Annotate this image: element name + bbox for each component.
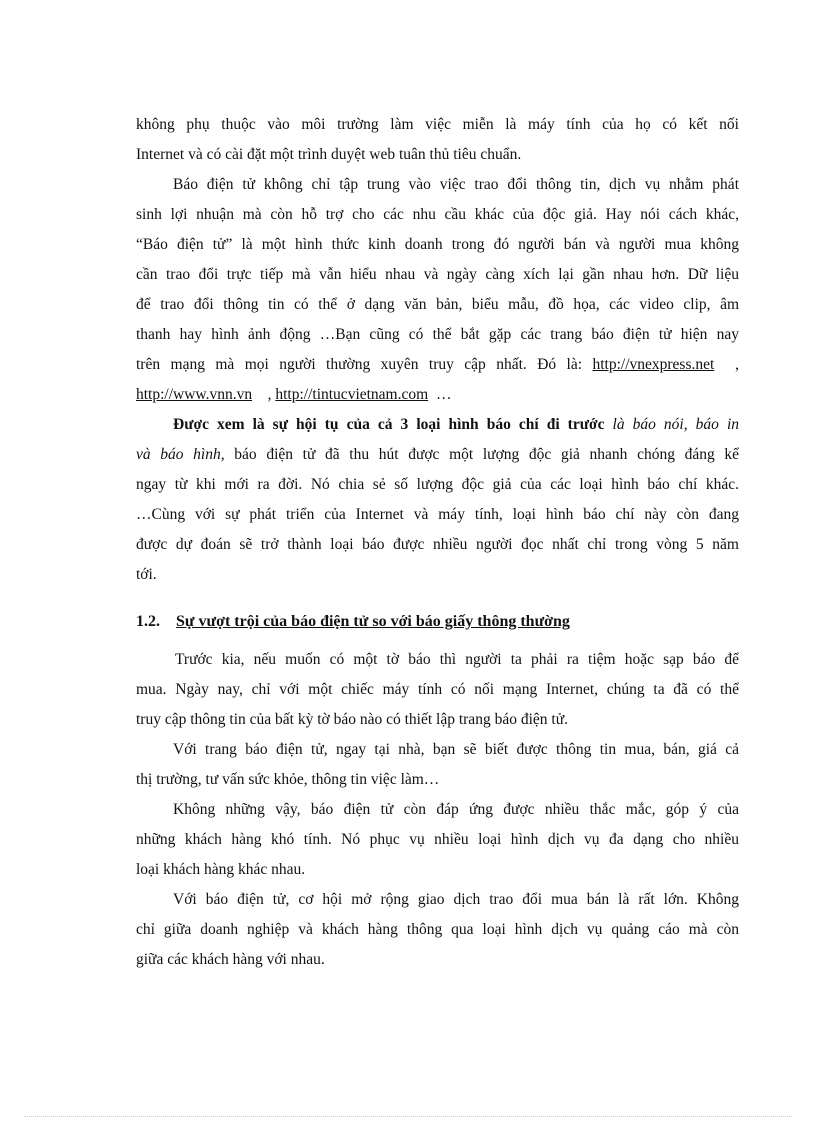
text-line: Không những vậy, báo điện tử còn đáp ứng được nhiều thắc mắc, góp ý của — [173, 801, 739, 818]
text-line: Với trang báo điện tử, ngay tại nhà, bạn sẽ biết được thông tin mua, bán, giá cả — [173, 741, 739, 758]
text-line: loại khách hàng khác nhau. — [136, 861, 306, 878]
section-number: 1.2. — [136, 613, 160, 630]
document-page — [136, 110, 739, 975]
text-line: Trước kia, nếu muốn có một tờ báo thì người ta phải ra tiệm hoặc sạp báo để — [175, 651, 739, 668]
line-text: báo điện tử đã thu hút được một lượng độc giả nhanh chóng đáng kể — [234, 446, 740, 463]
text-line: ngay từ khi mới ra đời. Nó chia sẻ số lượng độc giả của các loại hình báo chí khác. — [136, 476, 739, 493]
text-line — [136, 350, 739, 380]
comma: , — [735, 356, 740, 373]
text-line: chỉ giữa doanh nghiệp và khách hàng thông qua loại hình dịch vụ quảng cáo mà còn — [136, 921, 739, 938]
comma: , — [267, 386, 272, 403]
bold-lead: Được xem là sự hội tụ của cả 3 loại hình báo chí đi trước — [173, 416, 605, 433]
text-line: thanh hay hình ảnh động …Bạn cũng có thể bắt gặp các trang báo điện tử hiện nay — [136, 326, 739, 343]
link-tintucvietnam[interactable]: http://tintucvietnam.com — [275, 386, 429, 403]
text-line: sinh lợi nhuận mà còn hỗ trợ cho các nhu cầu khác của độc giả. Hay nói cách khác, — [136, 206, 739, 223]
italic-text: và báo hình, — [136, 446, 225, 463]
paragraph-3 — [136, 410, 739, 590]
text-line: được dự đoán sẽ trở thành loại báo được nhiều người đọc nhất chỉ trong vòng 5 năm — [136, 536, 739, 553]
text-line: …Cùng với sự phát triển của Internet và máy tính, loại hình báo chí này còn đang — [136, 506, 739, 523]
text-line: Với báo điện tử, cơ hội mở rộng giao dịch trao đổi mua bán là rất lớn. Không — [173, 891, 739, 908]
text-line: Báo điện tử không chỉ tập trung vào việc trao đổi thông tin, dịch vụ nhằm phát — [173, 176, 739, 193]
text-line: “Báo điện tử” là một hình thức kinh doanh trong đó người bán và người mua không — [136, 236, 739, 253]
ellipsis: … — [435, 386, 452, 403]
italic-text: là báo nói, báo in — [612, 416, 740, 433]
paragraph-5 — [136, 735, 739, 795]
text-line: mua. Ngày nay, chỉ với một chiếc máy tính có nối mạng Internet, chúng ta đã có thể — [136, 681, 739, 698]
link-vnn[interactable]: http://www.vnn.vn — [136, 386, 253, 403]
paragraph-6 — [136, 795, 739, 885]
text-line: không phụ thuộc vào môi trường làm việc miễn là máy tính của họ có kết nối — [136, 116, 739, 133]
text-line: Internet và có cài đặt một trình duyệt web tuân thủ tiêu chuẩn. — [136, 146, 522, 163]
paragraph-4 — [136, 645, 739, 735]
text-line: giữa các khách hàng với nhau. — [136, 951, 325, 968]
text-line: cần trao đổi trực tiếp mà vẫn hiểu nhau và ngày càng xích lại gần nhau hơn. Dữ liệu — [136, 266, 739, 283]
paragraph-1 — [136, 110, 739, 170]
line-text: trên mạng mà mọi người thường xuyên truy cập nhất. Đó là: — [136, 356, 583, 373]
text-line — [136, 410, 739, 440]
paragraph-7 — [136, 885, 739, 975]
paragraph-2 — [136, 170, 739, 410]
text-line: truy cập thông tin của bất kỳ tờ báo nào có thiết lập trang báo điện tử. — [136, 711, 568, 728]
text-line: tới. — [136, 566, 157, 583]
section-title: Sự vượt trội của báo điện tử so với báo giấy thông thường — [176, 613, 570, 630]
link-vnexpress[interactable]: http://vnexpress.net — [592, 356, 715, 373]
text-line: những khách hàng khó tính. Nó phục vụ nhiều loại hình dịch vụ đa dạng cho nhiều — [136, 831, 739, 848]
text-line: để trao đổi thông tin có thể ở dạng văn bản, biểu mẫu, đồ họa, các video clip, âm — [136, 296, 739, 313]
text-line — [136, 440, 739, 470]
text-line: thị trường, tư vấn sức khỏe, thông tin việc làm… — [136, 771, 440, 788]
text-line — [136, 380, 739, 410]
page-bottom-rule — [24, 1116, 792, 1117]
section-heading — [136, 607, 739, 637]
